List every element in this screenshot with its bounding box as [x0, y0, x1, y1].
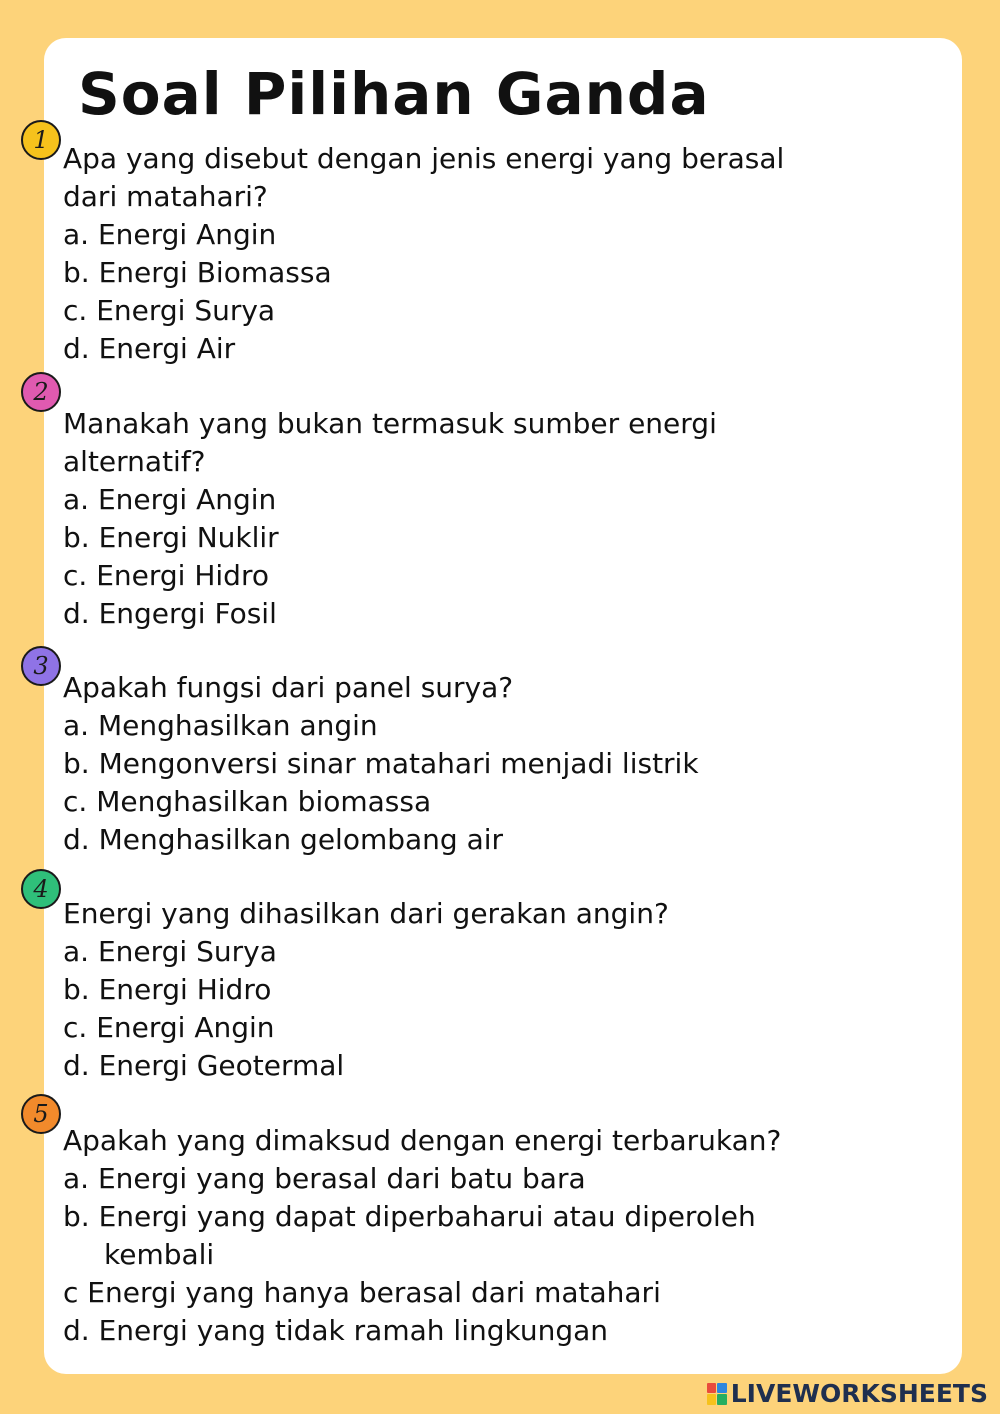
question-text: [63, 895, 963, 1085]
question-line: d. Engergi Fosil: [63, 597, 277, 630]
question-line: alternatif?: [63, 445, 206, 478]
question-line: c Energi yang hanya berasal dari matahari: [63, 1276, 661, 1309]
logo-square-2: [717, 1383, 727, 1394]
logo-square-4: [717, 1394, 727, 1405]
liveworksheets-brand: [707, 1379, 988, 1408]
question-line: d. Menghasilkan gelombang air: [63, 823, 504, 856]
question-line: a. Energi Surya: [63, 935, 277, 968]
question-line: b. Energi Nuklir: [63, 521, 279, 554]
question-prompt-line: Apakah yang dimaksud dengan energi terbarukan?: [63, 1124, 782, 1157]
question-number-badge: 3: [21, 646, 61, 686]
question-number-badge: 4: [21, 869, 61, 909]
question-number-badge: 2: [21, 372, 61, 412]
question-line: dari matahari?: [63, 180, 268, 213]
question-prompt-line: Apa yang disebut dengan jenis energi yang berasal: [63, 142, 785, 175]
question-line: c. Menghasilkan biomassa: [63, 785, 432, 818]
question-line: b. Mengonversi sinar matahari menjadi listrik: [63, 747, 699, 780]
question-line: a. Energi Angin: [63, 483, 277, 516]
question-line: a. Energi yang berasal dari batu bara: [63, 1162, 586, 1195]
question-line: b. Energi yang dapat diperbaharui atau diperoleh: [63, 1200, 756, 1233]
logo-square-1: [707, 1383, 717, 1394]
question-number-badge: 1: [21, 120, 61, 160]
question-prompt-line: Apakah fungsi dari panel surya?: [63, 671, 514, 704]
liveworksheets-logo-icon: [707, 1383, 727, 1405]
brand-text: LIVEWORKSHEETS: [730, 1379, 988, 1408]
question-line: c. Energi Angin: [63, 1011, 275, 1044]
question-line: d. Energi Geotermal: [63, 1049, 345, 1082]
question-number-badge: 5: [21, 1094, 61, 1134]
question-line: a. Menghasilkan angin: [63, 709, 378, 742]
question-line: b. Energi Biomassa: [63, 256, 332, 289]
page-title: Soal Pilihan Ganda: [78, 60, 710, 128]
logo-square-3: [707, 1394, 717, 1405]
question-line: d. Energi yang tidak ramah lingkungan: [63, 1314, 609, 1347]
question-text: [63, 405, 963, 633]
question-text: [63, 1122, 963, 1350]
question-text: [63, 669, 963, 859]
question-prompt-line: Energi yang dihasilkan dari gerakan angin?: [63, 897, 669, 930]
question-line: c. Energi Surya: [63, 294, 276, 327]
question-line: kembali: [104, 1238, 215, 1271]
question-line: b. Energi Hidro: [63, 973, 272, 1006]
question-text: [63, 140, 963, 368]
question-line: a. Energi Angin: [63, 218, 277, 251]
question-line: c. Energi Hidro: [63, 559, 269, 592]
question-line: d. Energi Air: [63, 332, 236, 365]
question-prompt-line: Manakah yang bukan termasuk sumber energi: [63, 407, 717, 440]
